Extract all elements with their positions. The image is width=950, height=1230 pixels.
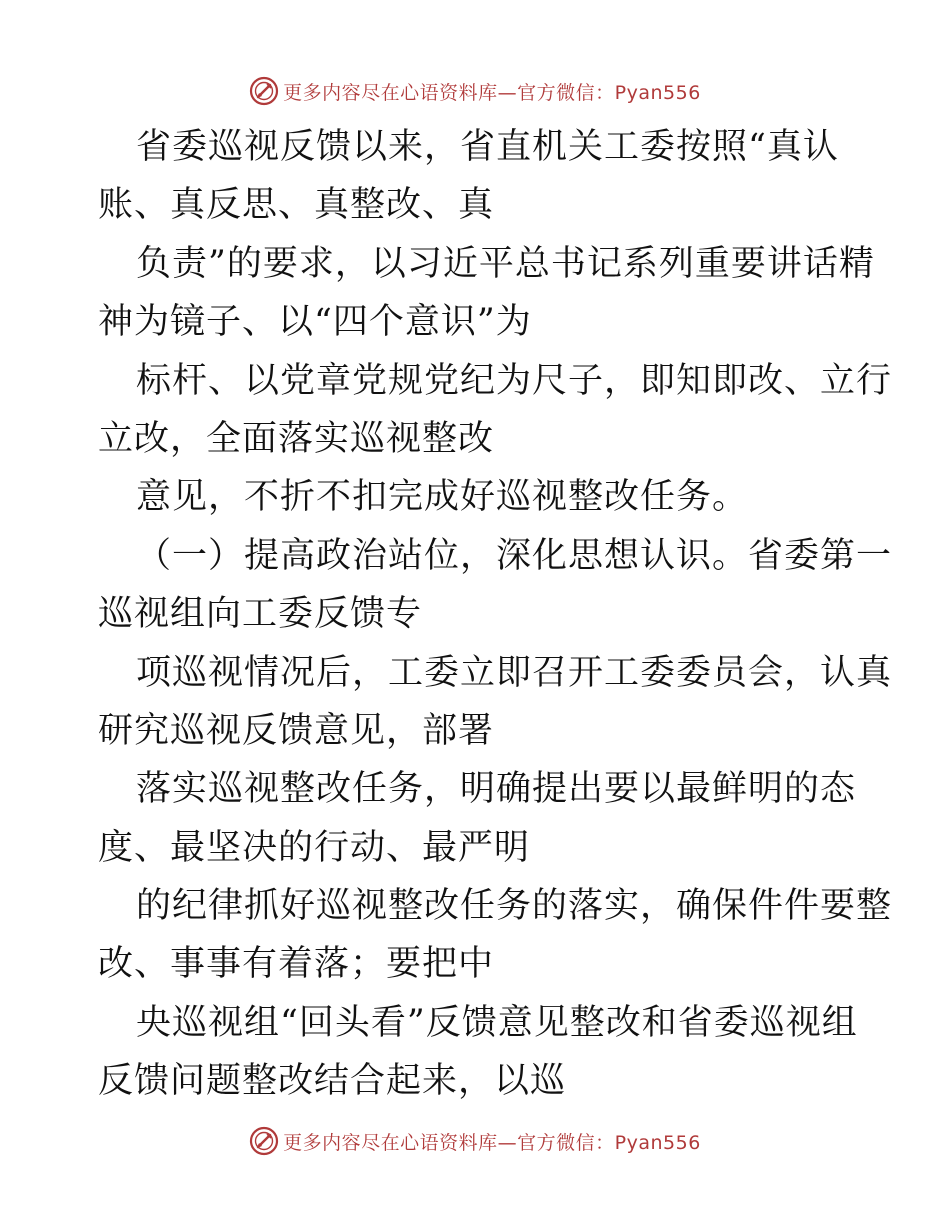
stamp-logo-icon	[249, 76, 279, 106]
text-line: 度、最坚决的行动、最严明	[98, 827, 531, 868]
text-line: 央巡视组“回头看”反馈意见整改和省委巡视组	[136, 1002, 858, 1043]
text-line: 反馈问题整改结合起来，以巡	[98, 1061, 567, 1102]
text-line: 的纪律抓好巡视整改任务的落实，确保件件要整	[136, 886, 893, 927]
text-line: 账、真反思、真整改、真	[98, 185, 495, 226]
footer-watermark	[0, 1124, 950, 1158]
section-heading-line: （一）提高政治站位，深化思想认识。省委第一	[136, 535, 893, 576]
text-line: 神为镜子、以“四个意识”为	[98, 302, 532, 343]
stamp-logo-icon	[249, 1126, 279, 1156]
text-line: 负责”的要求，以习近平总书记系列重要讲话精	[136, 243, 875, 284]
text-line: 标杆、以党章党规党纪为尺子，即知即改、立行	[136, 360, 893, 401]
watermark-text: 更多内容尽在心语资料库—官方微信：Pyan556	[283, 1131, 701, 1154]
text-line: 立改，全面落实巡视整改	[98, 418, 495, 459]
text-line: 项巡视情况后，工委立即召开工委委员会，认真	[136, 652, 893, 693]
document-body	[98, 118, 893, 1111]
watermark-text: 更多内容尽在心语资料库—官方微信：Pyan556	[283, 81, 701, 104]
text-line: 落实巡视整改任务，明确提出要以最鲜明的态	[136, 769, 857, 810]
header-watermark	[0, 74, 950, 108]
text-line: 改、事事有着落；要把中	[98, 944, 495, 985]
text-line: 省委巡视反馈以来，省直机关工委按照“真认	[136, 127, 839, 167]
text-line: 巡视组向工委反馈专	[98, 594, 423, 635]
text-line: 研究巡视反馈意见，部署	[98, 710, 495, 751]
text-line: 意见，不折不扣完成好巡视整改任务。	[136, 477, 749, 518]
